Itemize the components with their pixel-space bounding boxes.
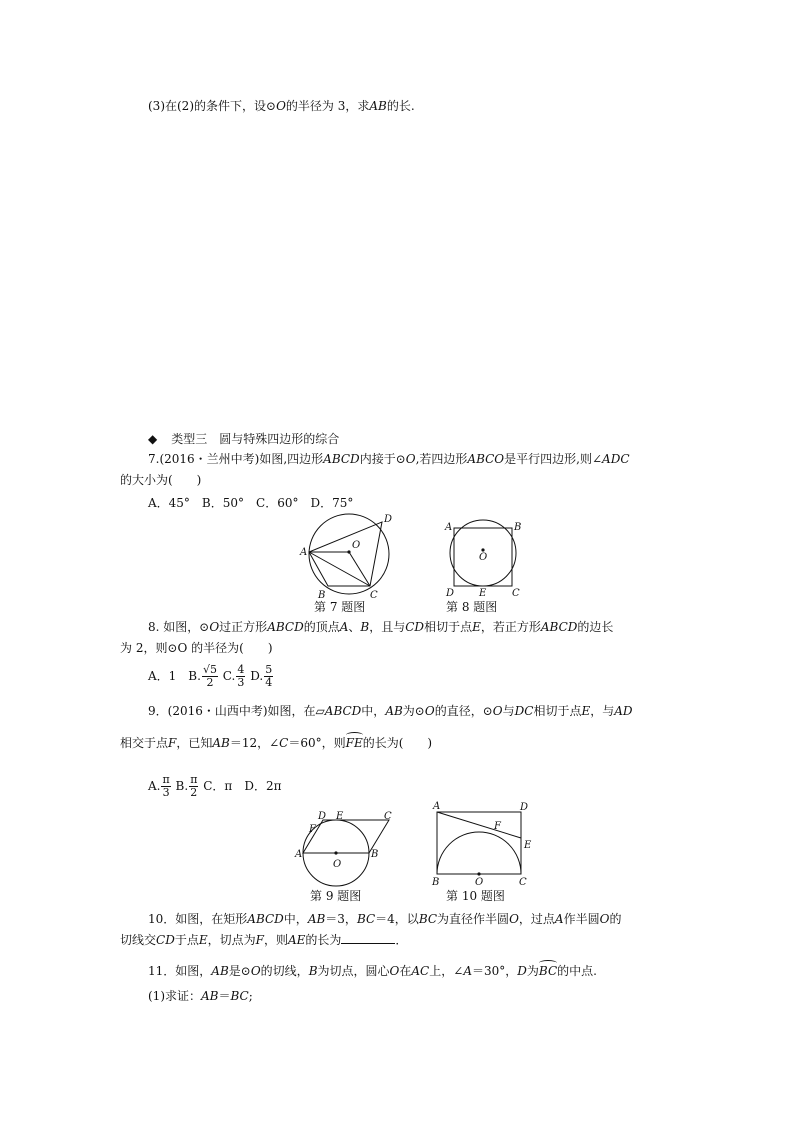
q6-part3: (3)在(2)的条件下，设⊙O的半径为 3，求AB的长. xyxy=(148,99,415,113)
fig8-label-a: A xyxy=(445,522,453,533)
diamond-bullet-icon: ◆ xyxy=(148,432,158,446)
fig9-label-f: F xyxy=(309,824,316,835)
q10-answer-blank[interactable] xyxy=(341,932,395,944)
fig7-caption: 第 7 题图 xyxy=(314,600,366,614)
fig10-label-e: E xyxy=(524,840,532,851)
fig9-label-c: C xyxy=(384,811,392,822)
fig7-label-a: A xyxy=(300,547,308,558)
figure-8 xyxy=(442,518,532,598)
fig9-label-o: O xyxy=(333,859,342,870)
q8-options: A．1 B. $\frac{√5}{2}$ C. $\frac{4}{3}$ D. $\frac{5}{4}$ xyxy=(148,663,273,689)
arc-fe: FE xyxy=(345,736,363,750)
section-heading: ◆ 类型三 圆与特殊四边形的综合 xyxy=(148,432,340,446)
figure-10 xyxy=(428,796,538,886)
fig8-label-b: B xyxy=(514,522,522,533)
fig10-label-c: C xyxy=(519,877,527,886)
fig7-label-d: D xyxy=(384,514,393,525)
fig10-label-d: D xyxy=(520,802,529,813)
fig8-label-d: D xyxy=(446,588,455,598)
fig9-label-d: D xyxy=(318,811,327,822)
fig8-caption: 第 8 题图 xyxy=(446,600,498,614)
figure-9 xyxy=(294,808,404,888)
q7-options: A．45° B．50° C．60° D．75° xyxy=(148,496,354,510)
fig8-label-o: O xyxy=(479,552,488,563)
arc-bc: BC xyxy=(538,964,558,978)
fig9-label-b: B xyxy=(371,849,379,860)
q7-line1: 7.(2016・兰州中考)如图,四边形ABCD内接于⊙O,若四边形ABCO是平行四边形,则∠ADC xyxy=(148,452,630,466)
fig7-quadrilateral-abcd xyxy=(309,522,382,586)
q9-line1: 9．(2016・山西中考)如图，在▱ABCD中，AB为⊙O的直径，⊙O与DC相切于点E，与AD xyxy=(148,704,633,718)
q8-option-d-fraction: $\frac{5}{4}$ xyxy=(265,663,273,689)
fig7-center-dot xyxy=(347,550,350,553)
q9-options: A. $\frac{\pi}{3}$ B. $\frac{\pi}{2}$ C．π D．2π xyxy=(148,773,282,799)
fig8-label-e: E xyxy=(479,588,487,598)
fig10-tangent-ae xyxy=(437,812,521,838)
fig10-label-o: O xyxy=(475,877,484,886)
q9-option-b-fraction: $\frac{\pi}{2}$ xyxy=(190,773,198,799)
q11-line1: 11．如图，AB是⊙O的切线，B为切点，圆心O在AC上，∠A＝30°，D为BC的中点. xyxy=(148,964,597,978)
fig7-label-o: O xyxy=(352,540,361,551)
fig7-circle xyxy=(309,514,389,594)
fig9-label-a: A xyxy=(295,849,303,860)
q9-option-a-fraction: $\frac{\pi}{3}$ xyxy=(162,773,170,799)
fig9-label-e: E xyxy=(336,811,344,822)
q11-part1: (1)求证：AB＝BC; xyxy=(148,989,253,1003)
q10-line1: 10．如图，在矩形ABCD中，AB＝3，BC＝4，以BC为直径作半圆O，过点A作半圆O的 xyxy=(148,912,622,926)
q8-option-b-fraction: $\frac{√5}{2}$ xyxy=(202,663,217,689)
q8-line2: 为 2，则⊙O 的半径为( ) xyxy=(120,641,273,655)
q8-line1: 8. 如图，⊙O过正方形ABCD的顶点A、B，且与CD相切于点E，若正方形ABCD的边长 xyxy=(148,620,614,634)
fig7-label-c: C xyxy=(370,590,378,601)
q7-line2: 的大小为( ) xyxy=(120,473,202,487)
fig7-label-b: B xyxy=(318,590,326,601)
fig10-semicircle xyxy=(437,832,521,874)
q8-option-c-fraction: $\frac{4}{3}$ xyxy=(237,663,245,689)
fig9-center-dot xyxy=(334,851,337,854)
fig7-segment-oc xyxy=(349,552,370,586)
fig10-rectangle-abcd xyxy=(437,812,521,874)
fig10-center-dot xyxy=(477,872,480,875)
fig10-label-a: A xyxy=(433,801,441,812)
fig9-caption: 第 9 题图 xyxy=(310,889,362,903)
figure-7 xyxy=(296,508,406,608)
q9-line2: 相交于点F，已知AB＝12，∠C＝60°，则FE的长为( ) xyxy=(120,736,433,750)
q10-line2: 切线交CD于点E，切点为F，则AE的长为 ． xyxy=(120,933,408,947)
fig10-caption: 第 10 题图 xyxy=(446,889,505,903)
fig8-label-c: C xyxy=(512,588,520,598)
fig10-label-b: B xyxy=(432,877,440,886)
fig10-label-f: F xyxy=(494,821,501,832)
